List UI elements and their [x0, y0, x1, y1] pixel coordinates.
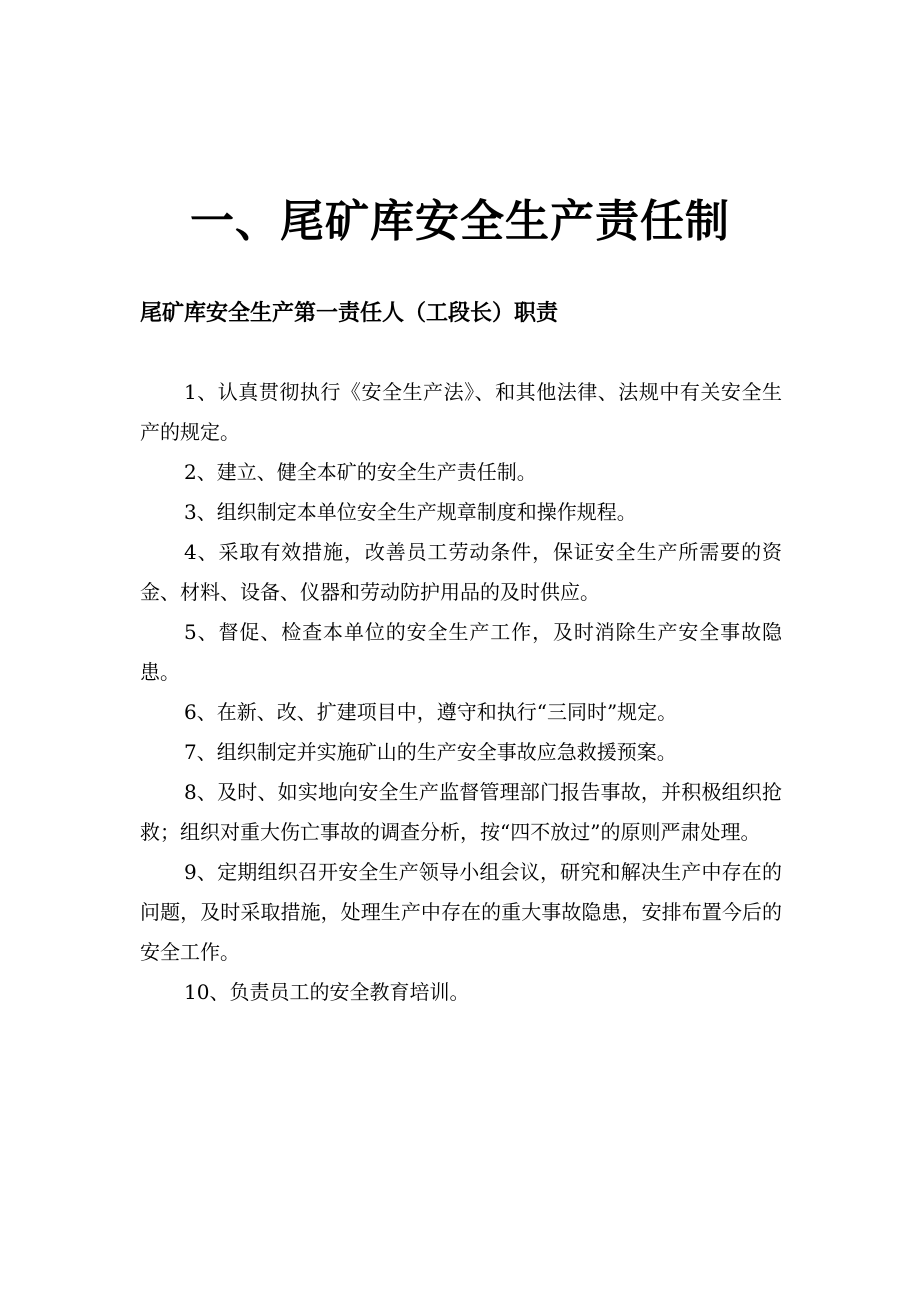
- responsibility-item-1: 1、认真贯彻执行《安全生产法》、和其他法律、法规中有关安全生产的规定。: [140, 380, 782, 444]
- document-title: 一、尾矿库安全生产责任制: [190, 196, 730, 247]
- section-heading: 尾矿库安全生产第一责任人（工段长）职责: [140, 301, 559, 326]
- responsibility-item-8: 8、及时、如实地向安全生产监督管理部门报告事故，并积极组织抢救；组织对重大伤亡事故的调查分析，按“四不放过”的原则严肃处理。: [140, 780, 782, 844]
- responsibility-item-7: 7、组织制定并实施矿山的生产安全事故应急救援预案。: [184, 740, 677, 764]
- responsibility-item-2: 2、建立、健全本矿的安全生产责任制。: [184, 460, 537, 484]
- responsibility-item-6: 6、在新、改、扩建项目中，遵守和执行“三同时”规定。: [184, 700, 678, 724]
- responsibility-list: [140, 372, 782, 1012]
- responsibility-item-10: 10、负责员工的安全教育培训。: [184, 980, 470, 1004]
- responsibility-item-5: 5、督促、检查本单位的安全生产工作，及时消除生产安全事故隐患。: [140, 620, 782, 684]
- responsibility-item-4: 4、采取有效措施，改善员工劳动条件，保证安全生产所需要的资金、材料、设备、仪器和劳动防护用品的及时供应。: [140, 540, 782, 604]
- responsibility-item-3: 3、组织制定本单位安全生产规章制度和操作规程。: [184, 500, 637, 524]
- responsibility-item-9: 9、定期组织召开安全生产领导小组会议，研究和解决生产中存在的问题，及时采取措施，处理生产中存在的重大事故隐患，安排布置今后的安全工作。: [140, 860, 782, 964]
